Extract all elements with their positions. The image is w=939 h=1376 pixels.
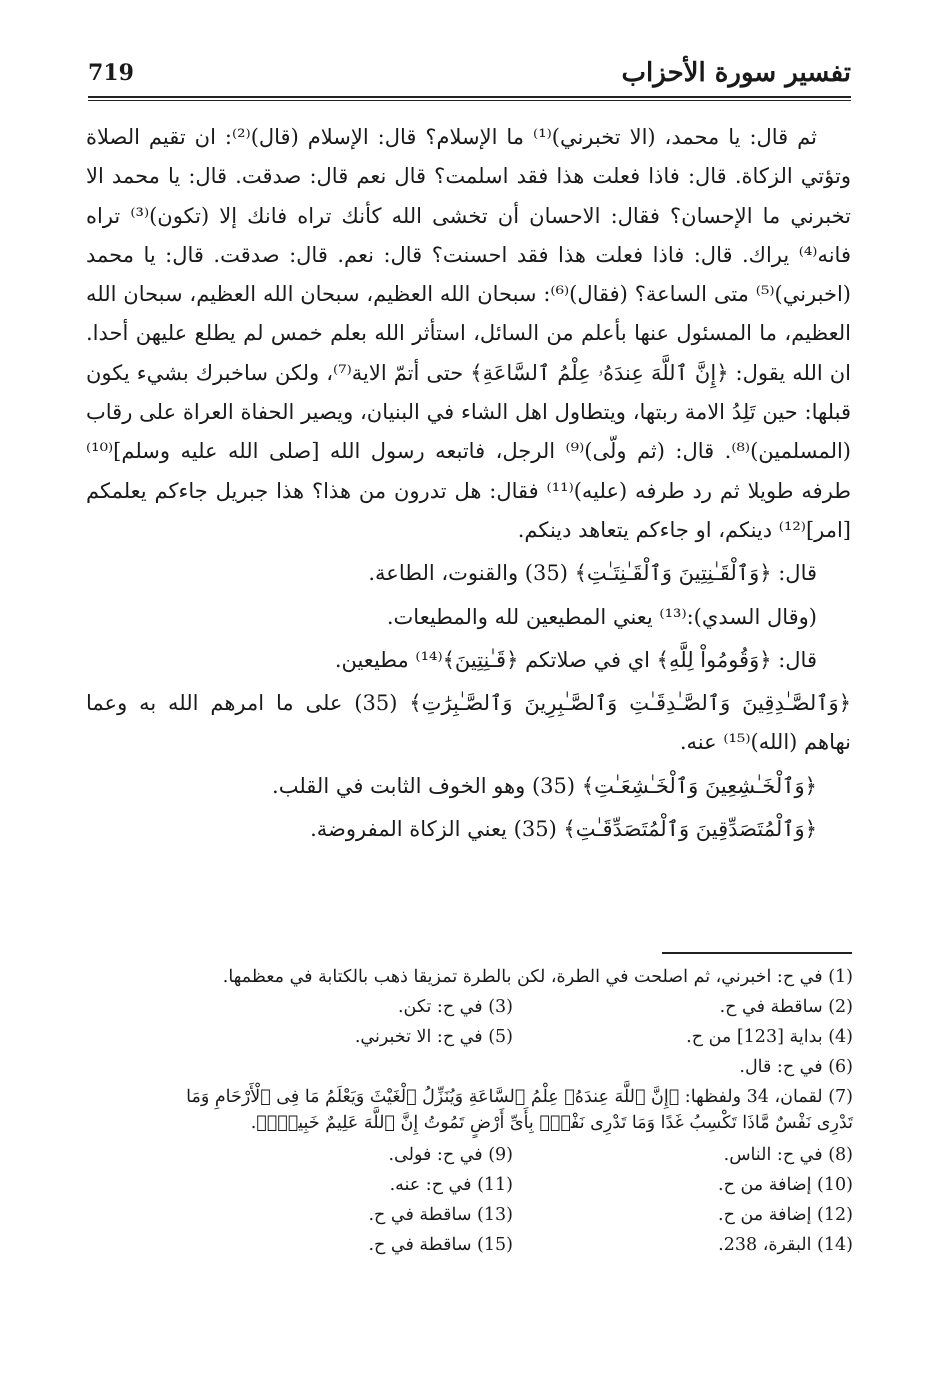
page-number: 719 <box>88 60 134 86</box>
paragraph-suddi: (وقال السدي):⁽¹³⁾ يعني المطيعين لله والمطيعات. <box>386 604 817 629</box>
footnote-2: (2) ساقطة في ح. <box>719 997 853 1017</box>
paragraph-mutasaddiqin: ﴿وَٱلْمُتَصَدِّقِينَ وَٱلْمُتَصَدِّقَـٰتِ﴾ (35) يعني الزكاة المفروضة. <box>310 817 817 842</box>
footnote-separator <box>662 952 852 954</box>
running-title: تفسير سورة الأحزاب <box>621 58 851 88</box>
header-rule-thin <box>88 100 851 101</box>
footnote-6: (6) في ح: قال. <box>739 1057 853 1077</box>
footnote-1: (1) في ح: اخبرني، ثم اصلحت في الطرة، لكن بالطرة تمزيقا ذهب بالكتابة في معظمها. <box>222 967 853 987</box>
footnote-7: (7) لقمان، 34 ولفظها: ﴿إِنَّ ٱللَّهَ عِندَهُۥ عِلْمُ ٱلسَّاعَةِ وَيُنَزِّلُ ٱلْغَيْثَ وَيَعْلَمُ مَا فِى ٱلْأَرْحَامِ وَمَا تَدْرِى نَفْسٌ مَّاذَا تَكْسِبُ غَدًا وَمَا تَدْرِى نَفْسٌۢ بِأَىِّ أَرْضٍ تَمُوتُ إِنَّ ٱللَّهَ عَلِيمٌ خَبِيرٌۢ﴾. <box>186 1087 853 1133</box>
header-rule <box>88 96 851 98</box>
page-header <box>88 58 851 98</box>
footnote-11: (11) في ح: عنه. <box>389 1175 513 1195</box>
footnote-3: (3) في ح: تكن. <box>397 997 513 1017</box>
footnote-12: (12) إضافة من ح. <box>718 1205 853 1225</box>
paragraph-qumu: قال: ﴿وَقُومُواْ لِلَّهِ﴾ اي في صلاتكم ﴿قَـٰنِتِينَ﴾⁽¹⁴⁾ مطيعين. <box>334 647 817 672</box>
footnote-9: (9) في ح: فولى. <box>388 1145 513 1165</box>
paragraph-khashiin: ﴿وَٱلْخَـٰشِعِينَ وَٱلْخَـٰشِعَـٰتِ﴾ (35) وهو الخوف الثابت في القلب. <box>272 773 817 798</box>
paragraph-hadith: ثم قال: يا محمد، (الا تخبرني)⁽¹⁾ ما الإسلام؟ قال: الإسلام (قال)⁽²⁾: ان تقيم الصلاة وتؤتي الزكاة. قال: فاذا فعلت هذا فقد اسلمت؟ قال نعم قال: صدقت. قال: يا محمد الا تخبرني ما الإحسان؟ فقال: الاحسان أن تخشى الله كأنك تراه فانك إلا (تكون)⁽³⁾ تراه فانه⁽⁴⁾ يراك. قال: فاذا فعلت هذا فقد احسنت؟ قال: نعم. قال: صدقت. قال: يا محمد (اخبرني)⁽⁵⁾ متى الساعة؟ (فقال)⁽⁶⁾: سبحان الله العظيم، سبحان الله العظيم، سبحان الله العظيم، ما المسئول عنها بأعلم من السائل، استأثر الله بعلم خمس لم يطلع عليهن أحدا. ان الله يقول: ﴿إِنَّ ٱللَّهَ عِندَهُۥ عِلْمُ ٱلسَّاعَةِ﴾ حتى أتمّ الاية⁽⁷⁾، ولكن ساخبرك بشيء يكون قبلها: حين تَلِدُ الامة ربتها، ويتطاول اهل الشاء في البنيان، ويصير الحفاة العراة على رقاب (المسلمين)⁽⁸⁾. قال: (ثم ولّى)⁽⁹⁾ الرجل، فاتبعه رسول الله [صلى الله عليه وسلم]⁽¹⁰⁾ طرفه طويلا ثم رد طرفه (عليه)⁽¹¹⁾ فقال: هل تدرون من هذا؟ هذا جبريل جاءكم يعلمكم [امر]⁽¹²⁾ دينكم، او جاءكم يتعاهد دينكم. <box>86 125 852 542</box>
footnotes <box>150 962 853 1260</box>
footnote-14: (14) البقرة، 238. <box>718 1235 853 1255</box>
footnote-8: (8) في ح: الناس. <box>723 1145 853 1165</box>
footnote-13: (13) ساقطة في ح. <box>368 1205 513 1225</box>
footnote-5: (5) في ح: الا تخبرني. <box>354 1027 513 1047</box>
footnote-4: (4) بداية [123] من ح. <box>686 1027 853 1047</box>
paragraph-qanitin: قال: ﴿وَٱلْقَـٰنِتِينَ وَٱلْقَـٰنِتَـٰتِ﴾ (35) والقنوت، الطاعة. <box>368 561 817 586</box>
footnote-15: (15) ساقطة في ح. <box>368 1235 513 1255</box>
footnote-10: (10) إضافة من ح. <box>718 1175 853 1195</box>
main-text <box>86 118 851 849</box>
paragraph-sadiqin: ﴿وَٱلصَّـٰدِقِينَ وَٱلصَّـٰدِقَـٰتِ وَٱلصَّـٰبِرِينَ وَٱلصَّـٰبِرَٰتِ﴾ (35) على ما امرهم الله به وعما نهاهم (الله)⁽¹⁵⁾ عنه. <box>86 691 851 755</box>
